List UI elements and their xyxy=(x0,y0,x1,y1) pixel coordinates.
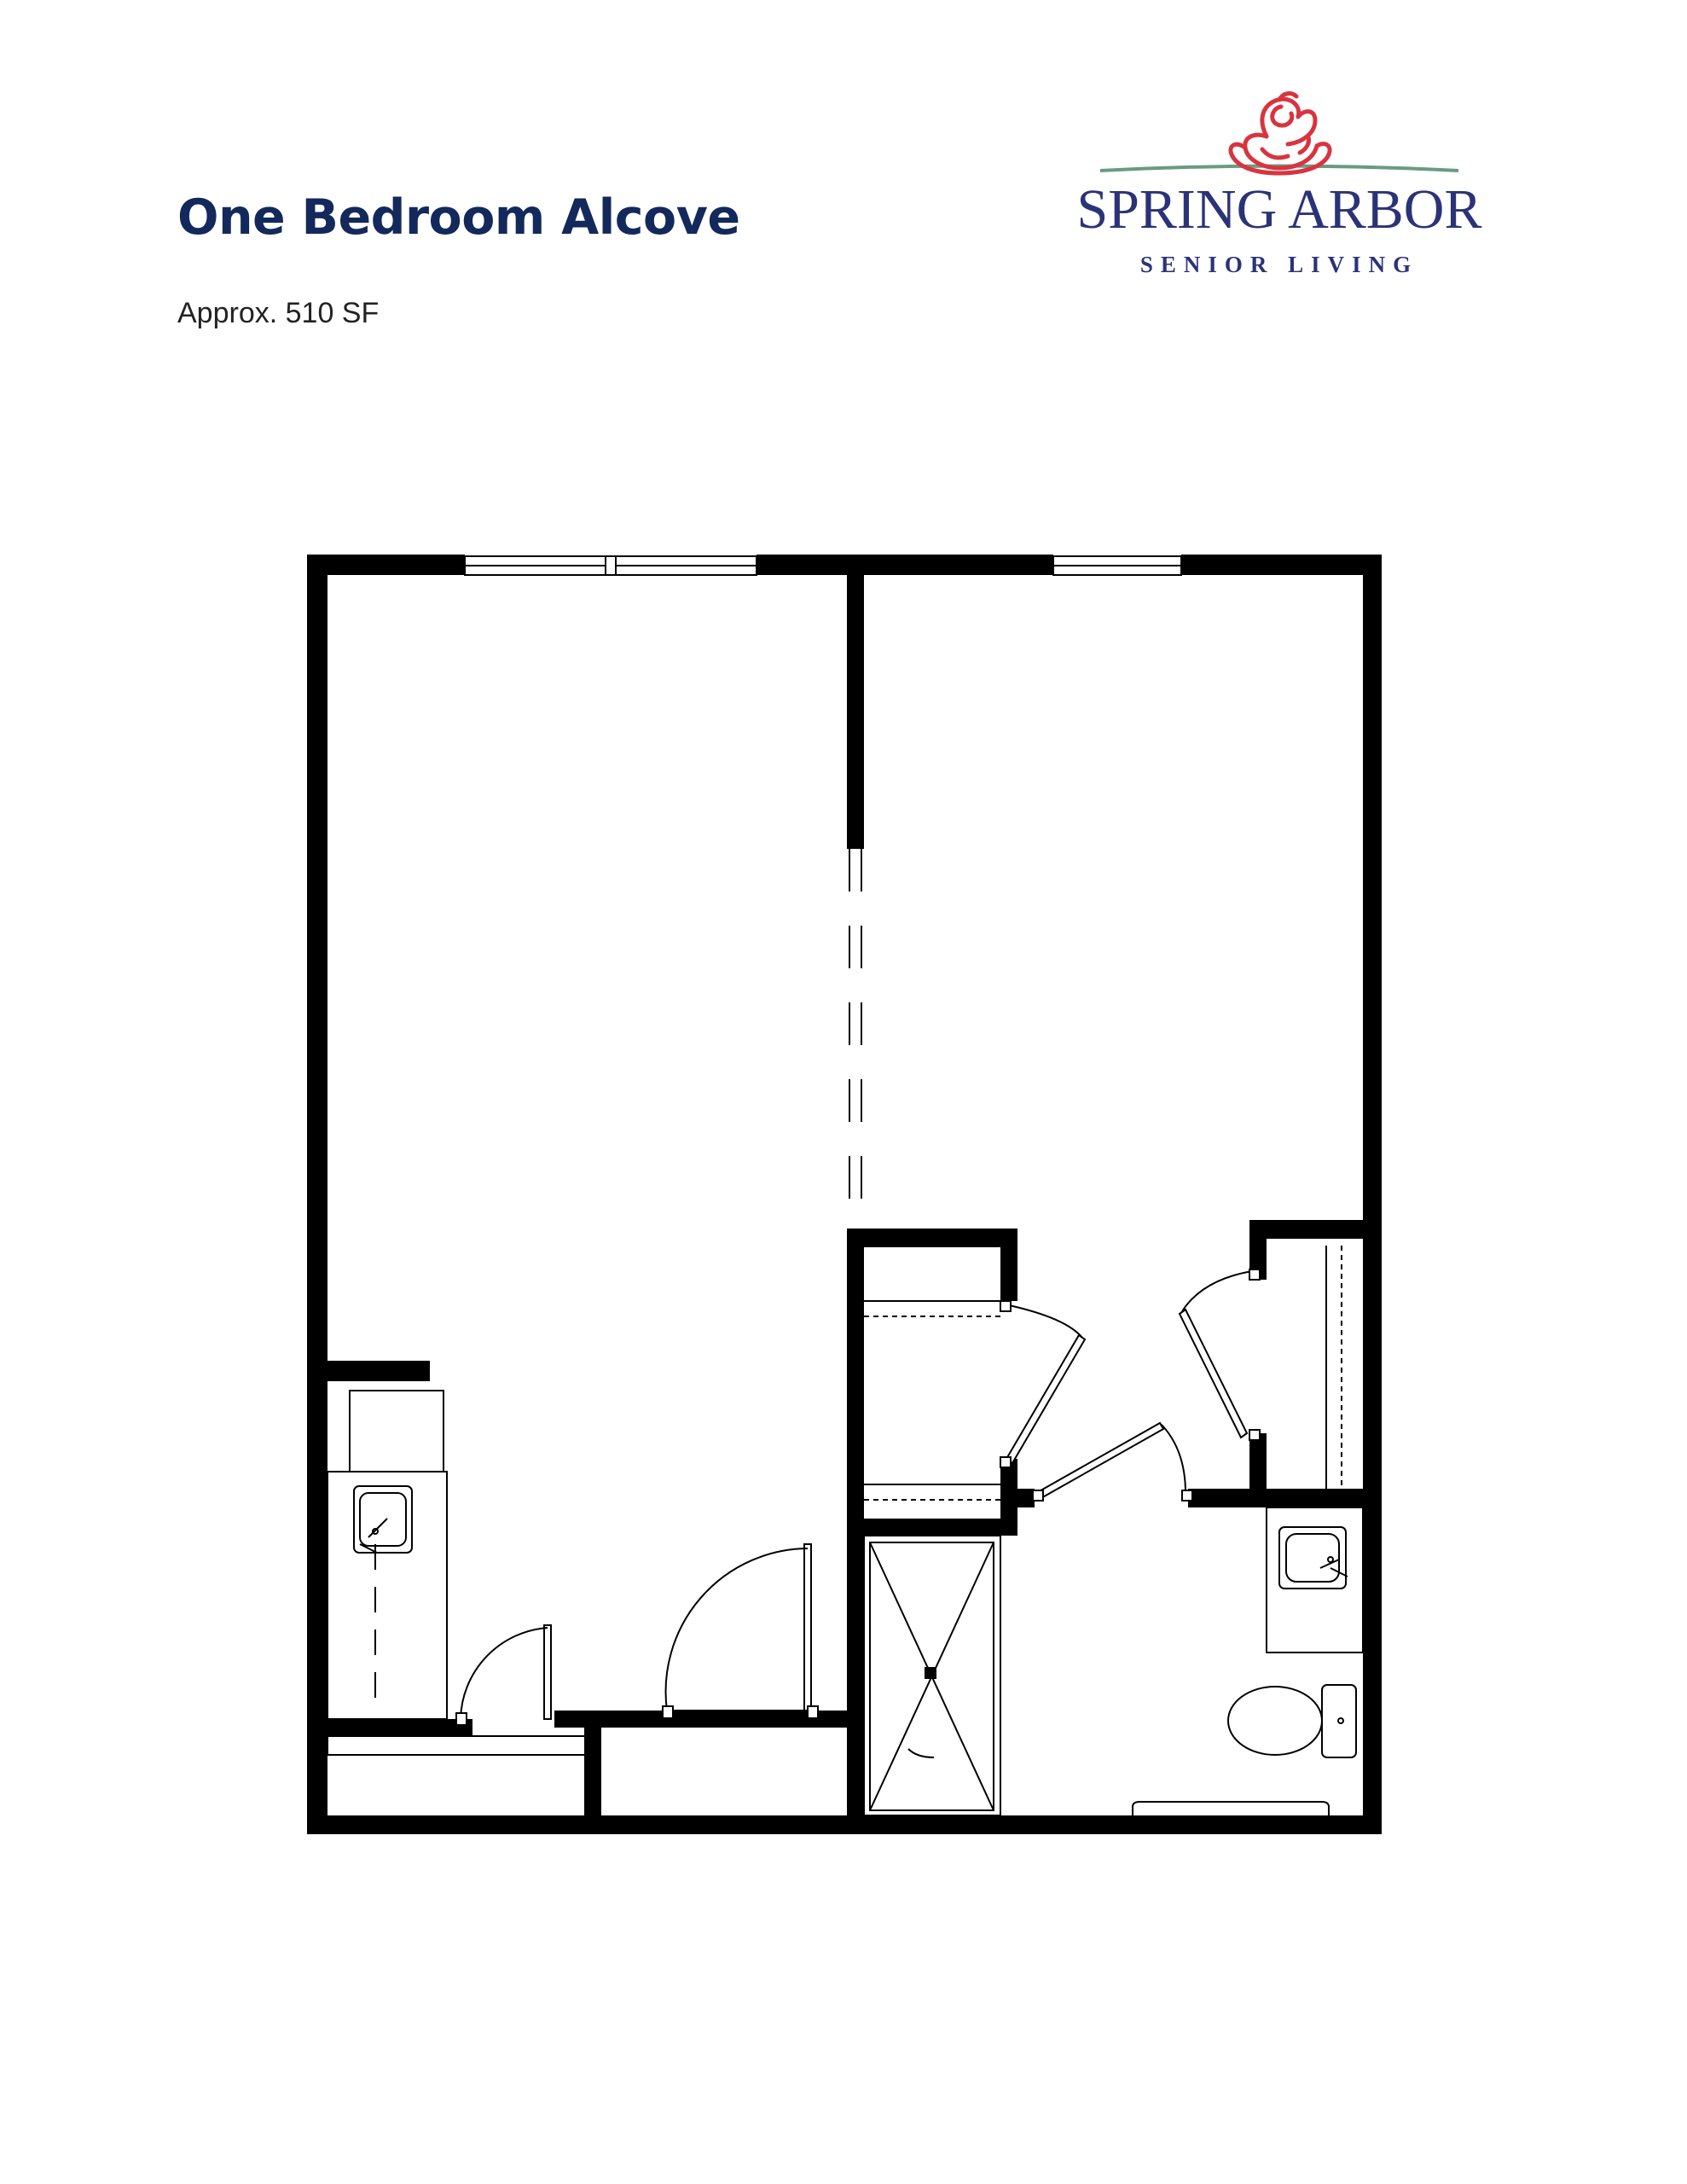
window-living xyxy=(465,556,757,575)
floor-plan xyxy=(307,555,1382,1834)
entry-walls xyxy=(328,1711,849,1817)
brand-logo xyxy=(1049,90,1510,282)
grab-bar xyxy=(1133,1802,1329,1815)
closet-door[interactable] xyxy=(456,1625,551,1725)
toilet-icon xyxy=(1228,1685,1356,1757)
bath-door[interactable] xyxy=(1033,1423,1192,1501)
page-title: One Bedroom Alcove xyxy=(177,189,740,246)
bath-sink-icon xyxy=(1279,1527,1348,1589)
closet-shelf xyxy=(328,1736,588,1755)
square-footage: Approx. 510 SF xyxy=(177,297,380,329)
kitchen-sink-icon xyxy=(354,1486,412,1553)
brand-name: SPRING ARBOR xyxy=(1076,178,1482,241)
alcove-partition xyxy=(847,555,864,1834)
window-bedroom xyxy=(1053,556,1181,575)
closet-door-left[interactable] xyxy=(1000,1301,1085,1467)
rose-icon xyxy=(1049,90,1510,183)
shower xyxy=(864,1536,1000,1815)
entry-door[interactable] xyxy=(663,1544,818,1718)
closet-door-right[interactable] xyxy=(1180,1269,1260,1440)
exterior-walls xyxy=(307,555,1382,1834)
bath-walls xyxy=(864,1220,1382,1536)
kitchenette xyxy=(328,1361,447,1719)
brand-tagline: SENIOR LIVING xyxy=(1139,252,1419,277)
